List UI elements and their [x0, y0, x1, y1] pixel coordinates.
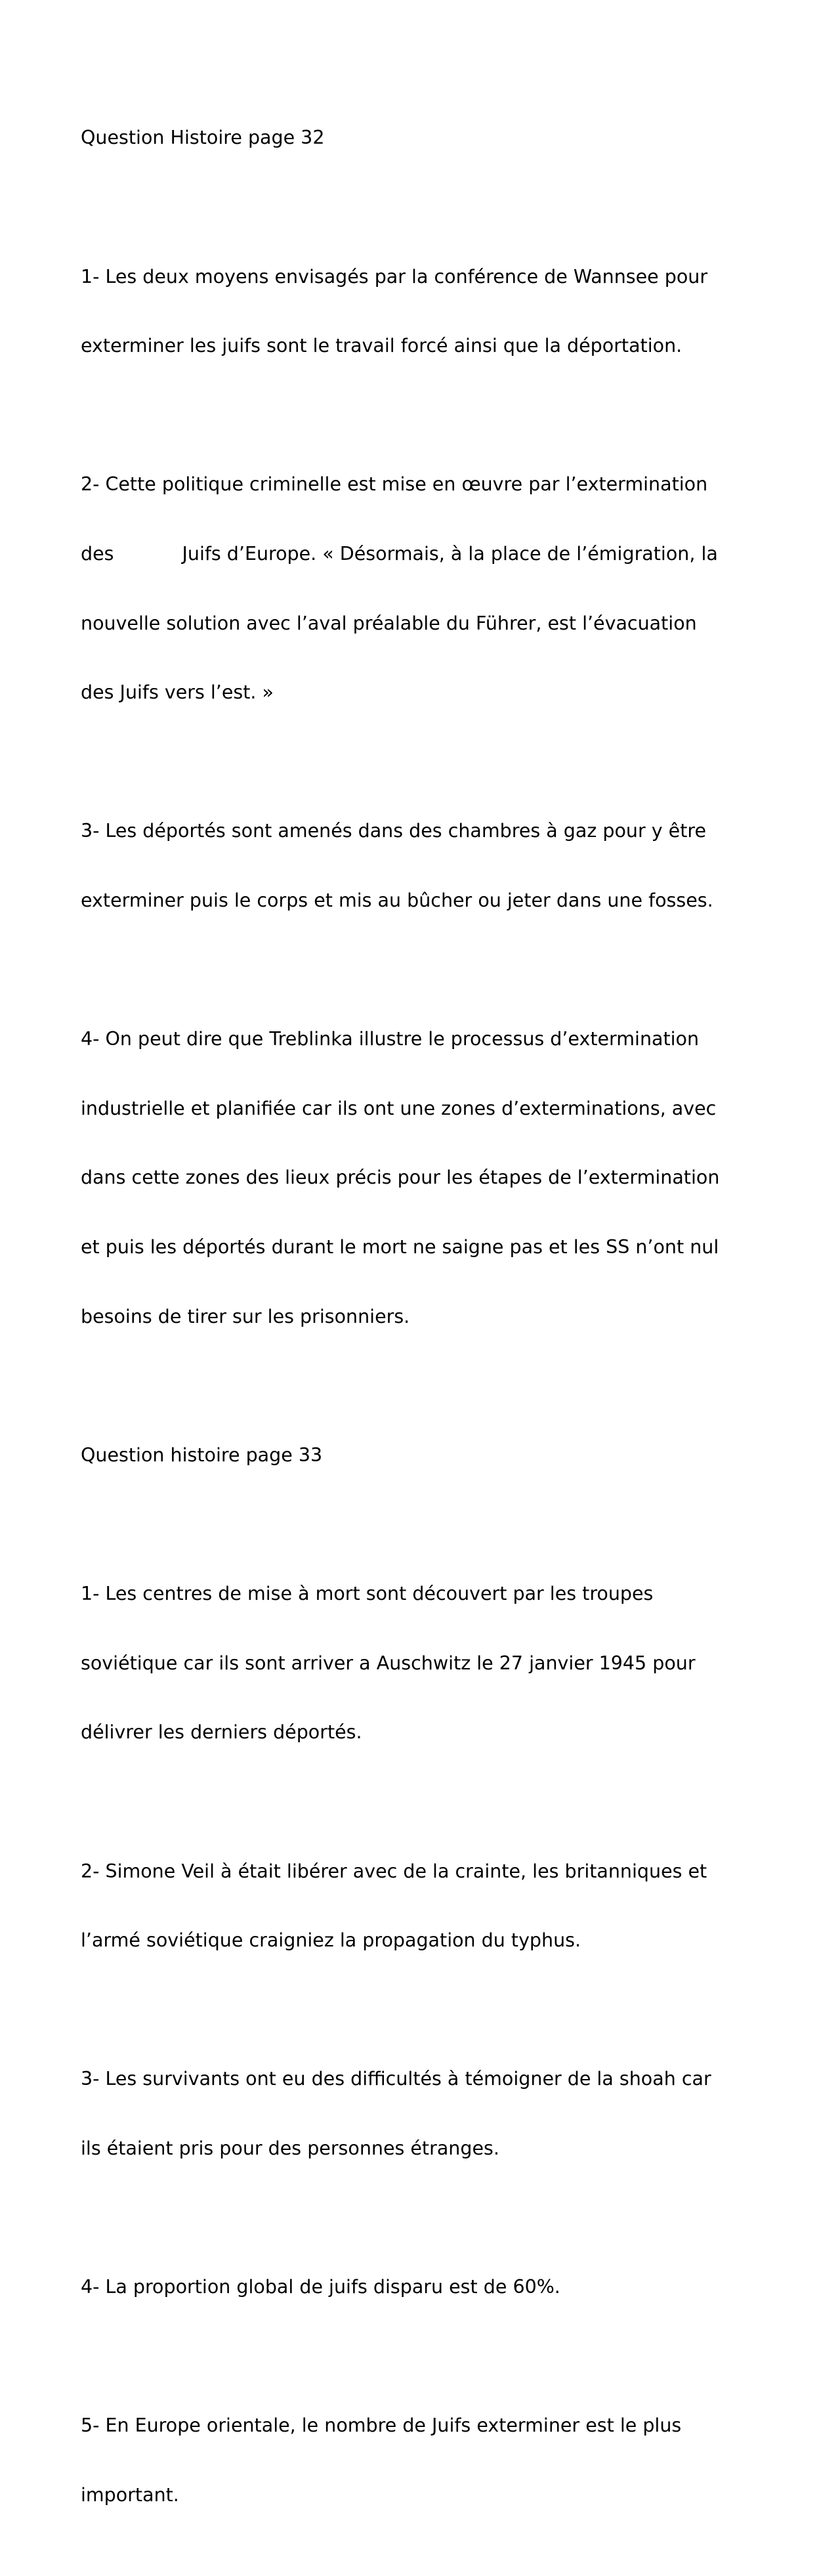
answer-line-end: Juifs d’Europe. « Désormais, à la place de l’émigration, la — [182, 543, 718, 565]
heading-page-32 — [81, 80, 776, 196]
answer-line: l’armé soviétique craigniez la propagation du typhus. — [81, 1929, 581, 1952]
heading-page-33 — [81, 1398, 776, 1513]
answer-line: dans cette zones des lieux précis pour les étapes de l’extermination — [81, 1167, 720, 1189]
answer-33-3 — [81, 2021, 776, 2206]
answer-line: important. — [81, 2483, 179, 2506]
answer-32-4 — [81, 981, 776, 1374]
heading-text: Question Histoire page 32 — [81, 127, 325, 149]
answer-line-start: des — [81, 543, 114, 565]
answer-32-2 — [81, 427, 776, 750]
answer-line: 2- Simone Veil à était libérer avec de la crainte, les britanniques et — [81, 1860, 707, 1882]
answer-line: ils étaient pris pour des personnes étranges. — [81, 2137, 499, 2159]
answer-line: 4- La proportion global de juifs disparu est de 60%. — [81, 2276, 560, 2298]
answer-32-1 — [81, 219, 776, 404]
answer-line: industrielle et planifiée car ils ont une zones d’exterminations, avec — [81, 1097, 717, 1119]
answer-line: délivrer les derniers déportés. — [81, 1721, 362, 1744]
answer-33-1 — [81, 1536, 776, 1790]
answer-line: soviétique car ils sont arriver a Auschwitz le 27 janvier 1945 pour — [81, 1652, 696, 1674]
answer-line: 1- Les centres de mise à mort sont découvert par les troupes — [81, 1583, 654, 1605]
answer-32-3 — [81, 773, 776, 958]
document-body — [81, 80, 776, 2576]
answer-33-4 — [81, 2229, 776, 2345]
answer-line: 3- Les survivants ont eu des difficultés à témoigner de la shoah car — [81, 2068, 711, 2090]
answer-33-5 — [81, 2368, 776, 2553]
answer-line: besoins de tirer sur les prisonniers. — [81, 1305, 410, 1327]
answer-line: nouvelle solution avec l’aval préalable du Führer, est l’évacuation — [81, 612, 697, 634]
answer-line: 3- Les déportés sont amenés dans des chambres à gaz pour y être — [81, 820, 706, 842]
answer-line: 2- Cette politique criminelle est mise en œuvre par l’extermination — [81, 473, 708, 496]
answer-line: des Juifs vers l’est. » — [81, 681, 274, 704]
answer-line: 4- On peut dire que Treblinka illustre le processus d’extermination — [81, 1028, 700, 1050]
answer-line: 5- En Europe orientale, le nombre de Juifs exterminer est le plus — [81, 2415, 682, 2437]
answer-line: exterminer puis le corps et mis au bûcher ou jeter dans une fosses. — [81, 890, 713, 912]
answer-line — [81, 542, 776, 565]
answer-line: exterminer les juifs sont le travail forcé ainsi que la déportation. — [81, 335, 682, 357]
answer-33-2 — [81, 1813, 776, 1998]
answer-line: 1- Les deux moyens envisagés par la conférence de Wannsee pour — [81, 265, 708, 288]
heading-text: Question histoire page 33 — [81, 1444, 323, 1466]
answer-line: et puis les déportés durant le mort ne saigne pas et les SS n’ont nul — [81, 1236, 719, 1258]
